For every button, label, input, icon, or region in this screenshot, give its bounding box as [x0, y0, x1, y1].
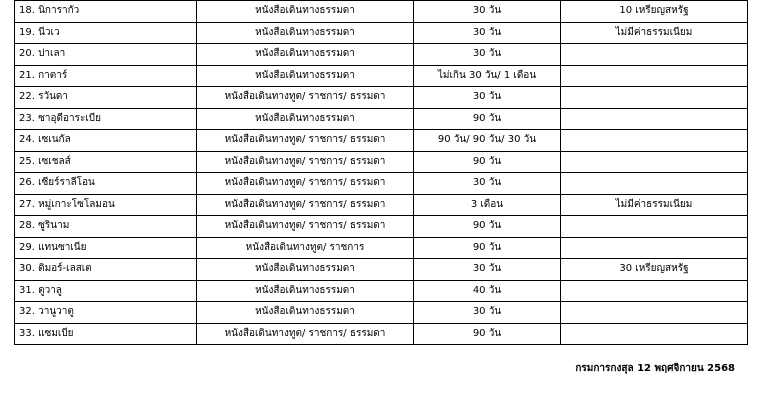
stay-duration-cell: ไม่เกิน 30 วัน/ 1 เดือน	[414, 65, 561, 87]
fee-cell	[561, 237, 748, 259]
passport-type-cell: หนังสือเดินทางธรรมดา	[197, 1, 414, 23]
country-cell: 20. ปาเลา	[15, 44, 197, 66]
country-cell: 27. หมู่เกาะโซโลมอน	[15, 194, 197, 216]
fee-cell: 30 เหรียญสหรัฐ	[561, 259, 748, 281]
passport-type-cell: หนังสือเดินทางทูต/ ราชการ/ ธรรมดา	[197, 323, 414, 345]
passport-type-cell: หนังสือเดินทางธรรมดา	[197, 22, 414, 44]
table-row	[15, 173, 748, 195]
table-row	[15, 65, 748, 87]
passport-type-cell: หนังสือเดินทางธรรมดา	[197, 302, 414, 324]
passport-type-cell: หนังสือเดินทางทูต/ ราชการ/ ธรรมดา	[197, 87, 414, 109]
fee-cell	[561, 151, 748, 173]
passport-type-cell: หนังสือเดินทางทูต/ ราชการ/ ธรรมดา	[197, 216, 414, 238]
country-cell: 31. ตูวาลู	[15, 280, 197, 302]
country-cell: 21. กาตาร์	[15, 65, 197, 87]
passport-type-cell: หนังสือเดินทางธรรมดา	[197, 280, 414, 302]
fee-cell	[561, 44, 748, 66]
stay-duration-cell: 40 วัน	[414, 280, 561, 302]
passport-type-cell: หนังสือเดินทางธรรมดา	[197, 108, 414, 130]
table-row	[15, 108, 748, 130]
table-row	[15, 237, 748, 259]
country-cell: 25. เซเชลส์	[15, 151, 197, 173]
passport-type-cell: หนังสือเดินทางทูต/ ราชการ/ ธรรมดา	[197, 194, 414, 216]
stay-duration-cell: 90 วัน	[414, 151, 561, 173]
passport-type-cell: หนังสือเดินทางทูต/ ราชการ/ ธรรมดา	[197, 173, 414, 195]
table-row	[15, 302, 748, 324]
country-cell: 19. นีวเว	[15, 22, 197, 44]
table-body	[15, 1, 748, 345]
fee-cell	[561, 302, 748, 324]
stay-duration-cell: 90 วัน/ 90 วัน/ 30 วัน	[414, 130, 561, 152]
table-row	[15, 130, 748, 152]
table-row	[15, 194, 748, 216]
fee-cell	[561, 87, 748, 109]
passport-type-cell: หนังสือเดินทางทูต/ ราชการ/ ธรรมดา	[197, 130, 414, 152]
table-row	[15, 87, 748, 109]
country-cell: 23. ซาอุดีอาระเบีย	[15, 108, 197, 130]
country-cell: 29. แทนซาเนีย	[15, 237, 197, 259]
stay-duration-cell: 30 วัน	[414, 1, 561, 23]
issuer-date-note: กรมการกงสุล 12 พฤศจิกายน 2568	[575, 363, 735, 374]
stay-duration-cell: 30 วัน	[414, 44, 561, 66]
table-row	[15, 44, 748, 66]
table-row	[15, 323, 748, 345]
table-row	[15, 259, 748, 281]
table-row	[15, 216, 748, 238]
fee-cell	[561, 216, 748, 238]
passport-type-cell: หนังสือเดินทางทูต/ ราชการ	[197, 237, 414, 259]
fee-cell: ไม่มีค่าธรรมเนียม	[561, 22, 748, 44]
fee-cell	[561, 65, 748, 87]
passport-type-cell: หนังสือเดินทางทูต/ ราชการ/ ธรรมดา	[197, 151, 414, 173]
country-cell: 26. เซียร์ราลีโอน	[15, 173, 197, 195]
country-cell: 22. รวันดา	[15, 87, 197, 109]
country-cell: 28. ซูรินาม	[15, 216, 197, 238]
fee-cell: 10 เหรียญสหรัฐ	[561, 1, 748, 23]
country-cell: 33. แซมเบีย	[15, 323, 197, 345]
stay-duration-cell: 30 วัน	[414, 302, 561, 324]
fee-cell	[561, 173, 748, 195]
table-row	[15, 1, 748, 23]
stay-duration-cell: 90 วัน	[414, 237, 561, 259]
table-row	[15, 280, 748, 302]
fee-cell	[561, 108, 748, 130]
fee-cell	[561, 280, 748, 302]
passport-type-cell: หนังสือเดินทางธรรมดา	[197, 259, 414, 281]
stay-duration-cell: 30 วัน	[414, 22, 561, 44]
visa-exemption-table	[14, 0, 748, 345]
stay-duration-cell: 3 เดือน	[414, 194, 561, 216]
stay-duration-cell: 90 วัน	[414, 108, 561, 130]
fee-cell: ไม่มีค่าธรรมเนียม	[561, 194, 748, 216]
country-cell: 18. นิการากัว	[15, 1, 197, 23]
fee-cell	[561, 130, 748, 152]
country-cell: 32. วานูวาตู	[15, 302, 197, 324]
passport-type-cell: หนังสือเดินทางธรรมดา	[197, 44, 414, 66]
stay-duration-cell: 30 วัน	[414, 259, 561, 281]
stay-duration-cell: 90 วัน	[414, 323, 561, 345]
table-row	[15, 151, 748, 173]
stay-duration-cell: 30 วัน	[414, 173, 561, 195]
country-cell: 30. ติมอร์-เลสเต	[15, 259, 197, 281]
table-row	[15, 22, 748, 44]
country-cell: 24. เซเนกัล	[15, 130, 197, 152]
stay-duration-cell: 30 วัน	[414, 87, 561, 109]
stay-duration-cell: 90 วัน	[414, 216, 561, 238]
fee-cell	[561, 323, 748, 345]
passport-type-cell: หนังสือเดินทางธรรมดา	[197, 65, 414, 87]
